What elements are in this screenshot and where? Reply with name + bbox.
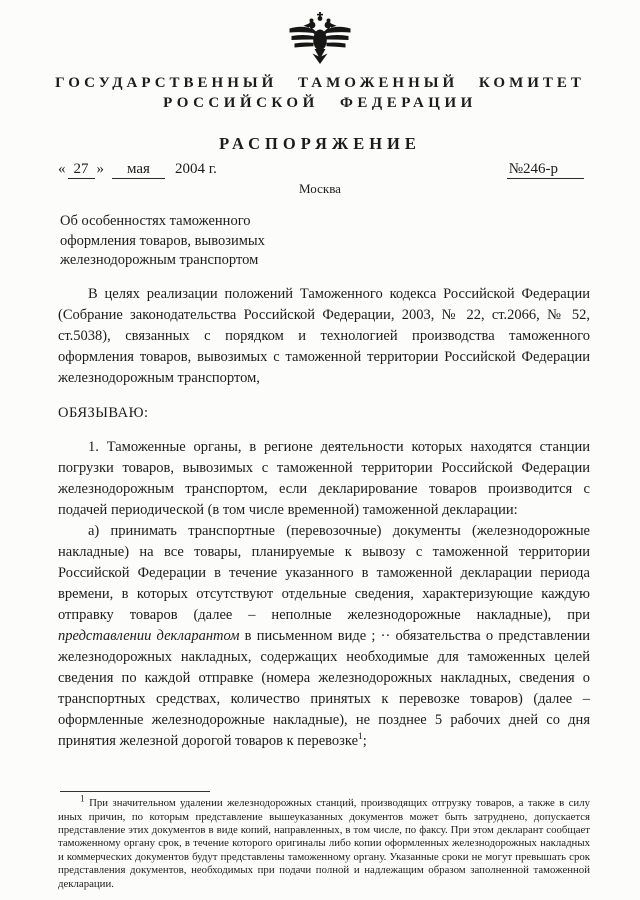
quote-close: » — [96, 161, 104, 177]
city-label: Москва — [299, 181, 341, 196]
subject-line-3: железнодорожным транспортом — [60, 252, 259, 268]
date-group — [58, 161, 217, 179]
paragraph-a-handwritten: представлении декларантом — [58, 627, 240, 644]
paragraph-a-tail: ; — [362, 732, 367, 749]
date-month: мая — [112, 161, 165, 179]
org-name-line2: РОССИЙСКОЙ ФЕДЕРАЦИИ — [163, 95, 477, 111]
number-group — [507, 161, 584, 179]
org-name — [0, 73, 640, 113]
doc-type-title: РАСПОРЯЖЕНИЕ — [219, 134, 421, 153]
double-eagle-icon — [287, 12, 353, 66]
quote-open: « — [58, 161, 66, 177]
footnote-block — [58, 791, 590, 891]
footnote-paragraph — [58, 794, 590, 891]
date-year: 2004 г. — [174, 161, 217, 177]
coat-of-arms — [0, 12, 640, 66]
footnote-reference: 1 — [358, 731, 363, 742]
subject-line-2: оформления товаров, вывозимых — [60, 232, 265, 249]
doc-number: №246-р — [507, 161, 584, 179]
date-number-line — [0, 161, 640, 179]
document-body — [58, 284, 590, 752]
subject-block — [60, 212, 640, 271]
paragraph-a-start: а) принимать транспортные (перевозочные) документы (железнодорожные накладные) на все товары, планируемые к вывозу с таможенной территории Российской Федерации в течение указанного в таможенной декларации периода времени, в которых отсутствуют отдельные сведения, характеризующие каждую отправку товаров (далее – неполные железнодорожные накладные), при — [58, 522, 590, 623]
footnote-marker: 1 — [80, 794, 85, 805]
date-day: 27 — [68, 161, 95, 179]
footnote-separator — [60, 791, 210, 792]
org-name-line1: ГОСУДАРСТВЕННЫЙ ТАМОЖЕННЫЙ КОМИТЕТ — [55, 75, 585, 91]
footnote-text: При значительном удалении железнодорожных станций, производящих отгрузку товаров, а также в силу иных причин, по которым представление вышеуказанных документов может быть затруднено, допускается представление этих документов в виде копий, направленных, в том числе, по факсу. При этом декларант сообщает таможенному органу срок, в течение которого оригиналы либо копии оформленных железнодорожных накладных и коммерческих документов будут представлены таможенному органу. Указанные сроки не могут превышать срок представления документов, необходимых при подачи полной и надлежащим образом заполненной таможенной декларации. — [58, 797, 590, 890]
paragraph-preamble: В целях реализации положений Таможенного кодекса Российской Федерации (Собрание законодательства Российской Федерации, 2003, № 22, ст.2066, № 52, ст.5038), связанных с порядком и технологией производства таможенного оформления товаров, вывозимых с таможенной территории Российской Федерации железнодорожным транспортом, — [58, 285, 590, 386]
obligation-heading: ОБЯЗЫВАЮ: — [58, 404, 149, 421]
paragraph-item-1: 1. Таможенные органы, в регионе деятельности которых находятся станции погрузки товаров, вывозимых с таможенной территории Российской Федерации железнодорожным транспортом, если декларирование товаров производится с подачей периодической (в том числе временной) таможенной декларации: — [58, 438, 590, 518]
subject-line-1: Об особенностях таможенного — [60, 213, 251, 229]
paragraph-item-a — [58, 521, 590, 752]
paragraph-a-mid: в письменном виде ; ·· обязательства о представлении железнодорожных накладных, содержащих необходимые для таможенных целей сведения по каждой отправке (номера железнодорожных накладных, сведения о транспортных средствах, количество принятых к перевозке товаров) (далее – оформленные железнодорожные накладные), не позднее 5 рабочих дней со дня принятия железной дорогой товаров к перевозке — [58, 627, 590, 749]
